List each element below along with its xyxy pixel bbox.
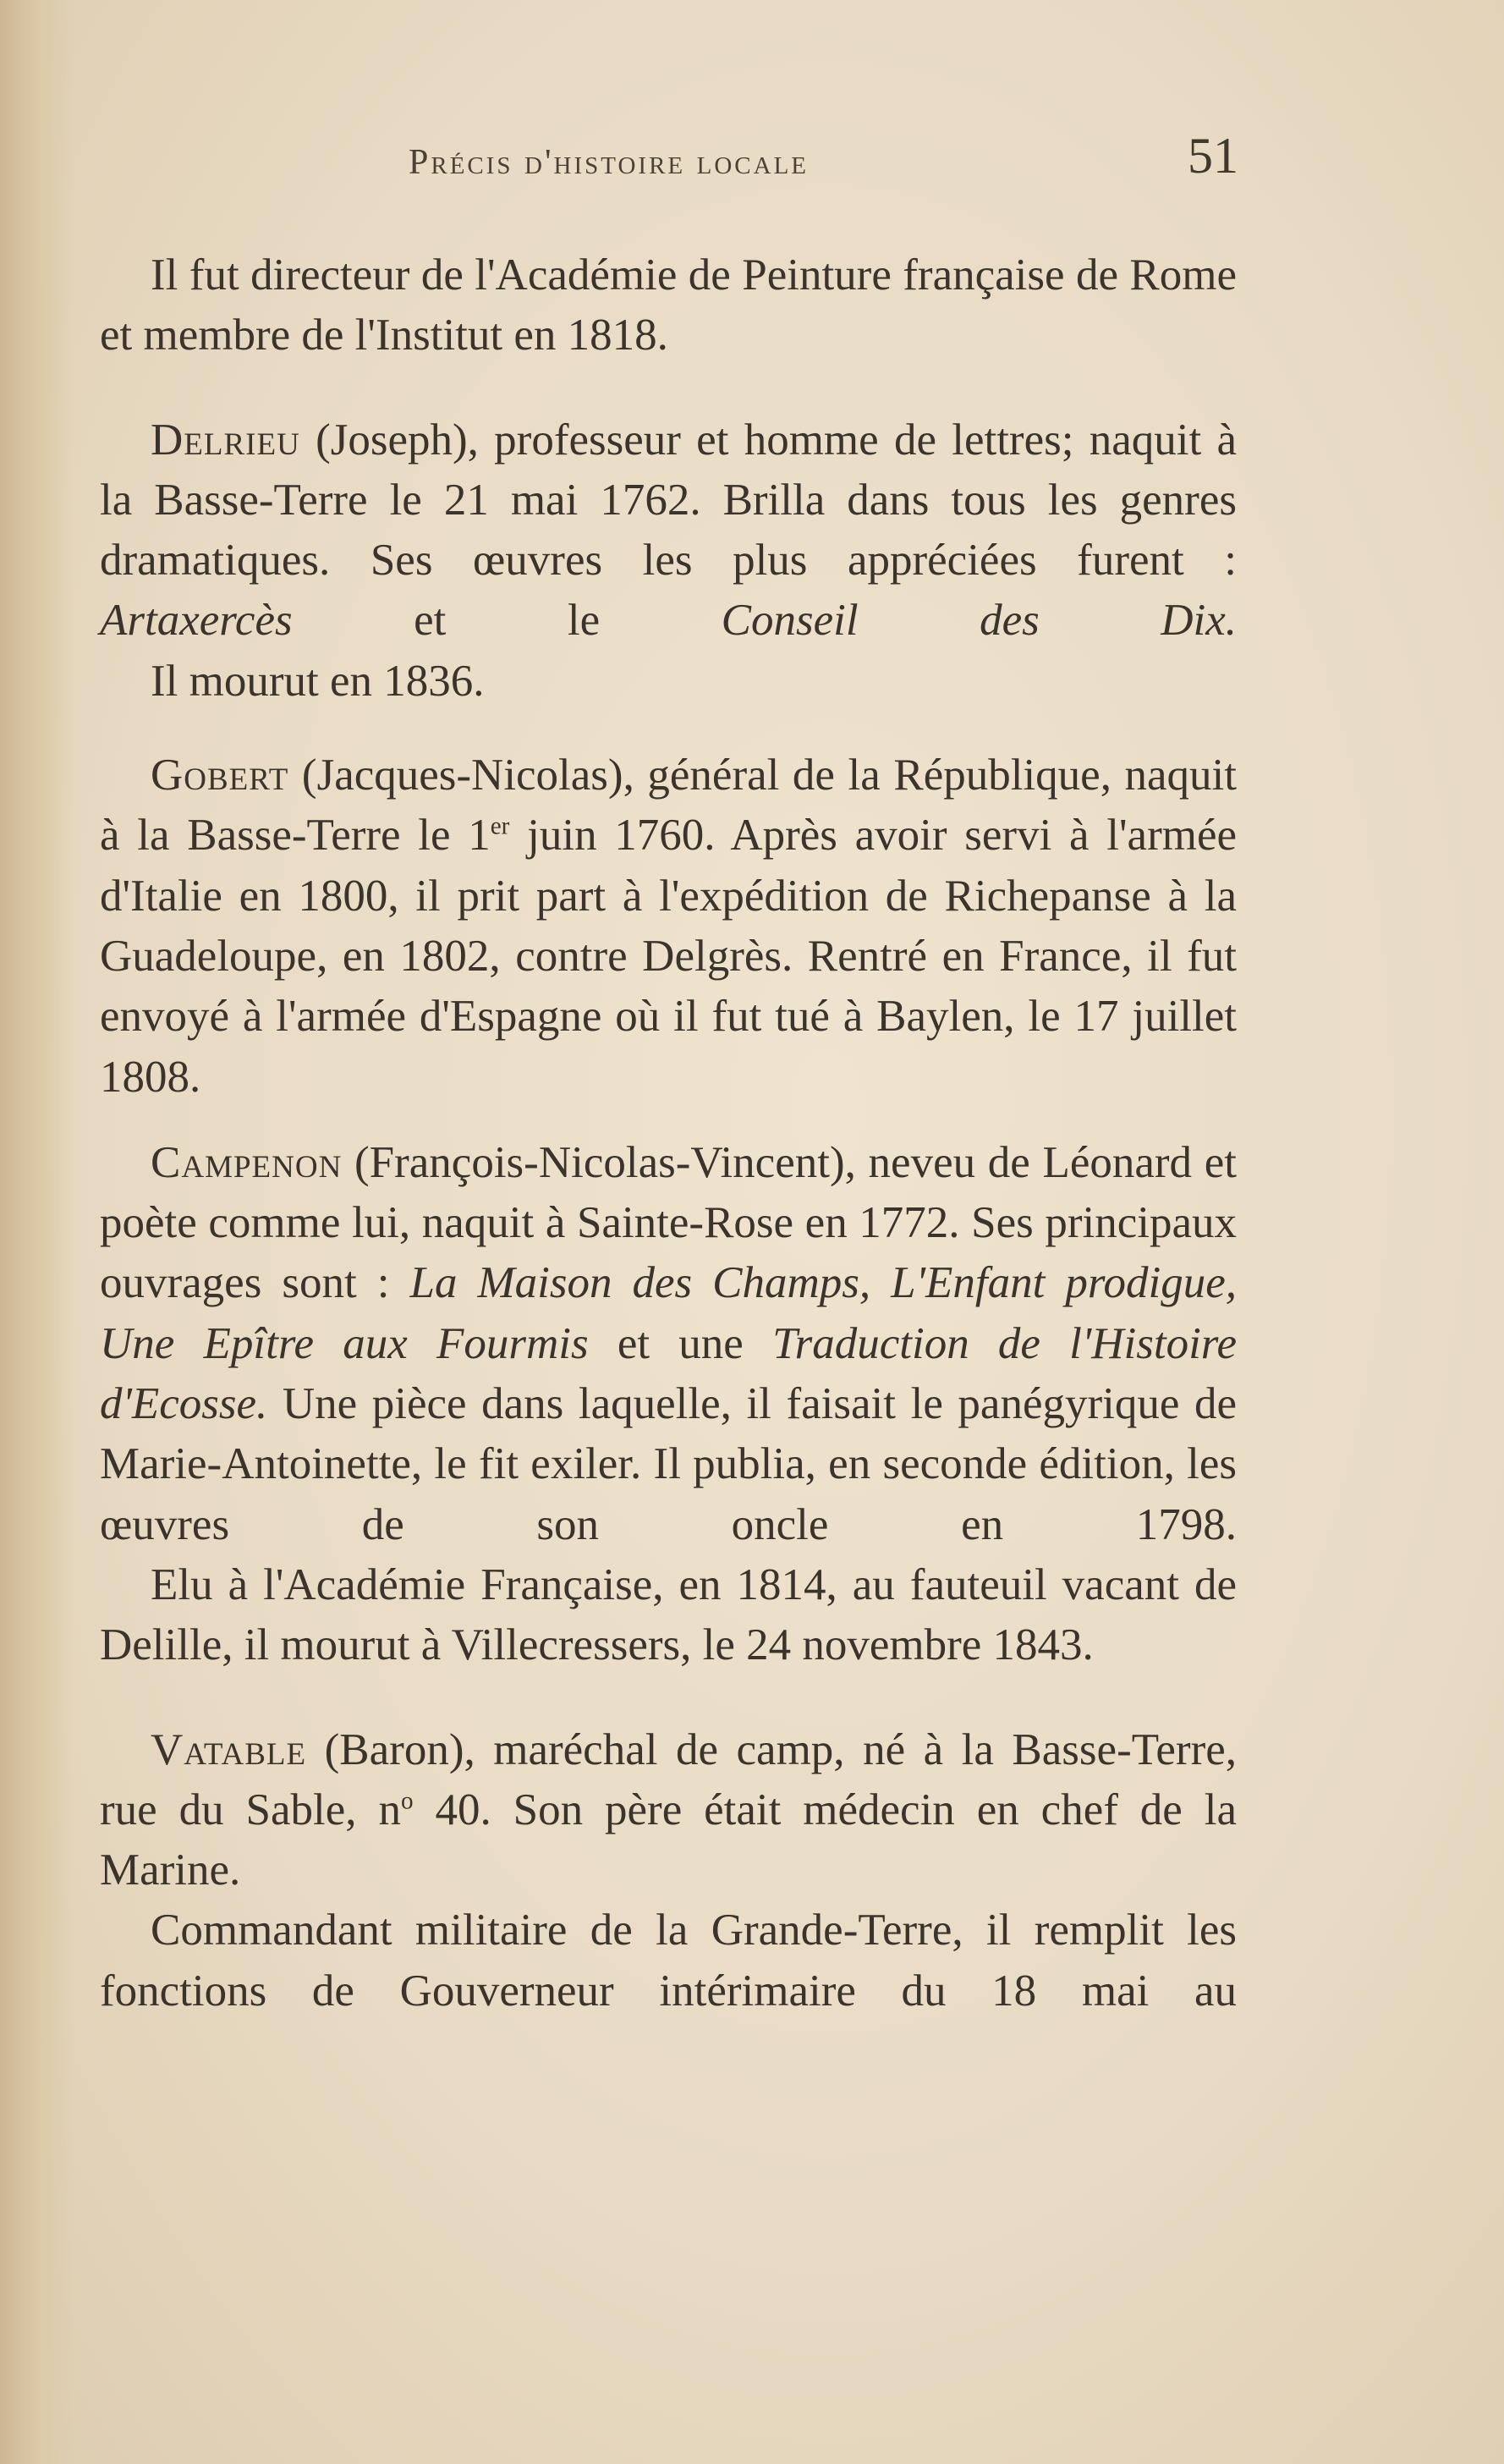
spacer <box>100 712 1237 745</box>
spacer <box>100 1676 1237 1720</box>
campenon-works: La Maison des Champs, L'Enfant prodigue, <box>409 1258 1237 1308</box>
campenon-work-traduction: Traduction de l'Histoire d'Ecosse. <box>100 1318 1237 1429</box>
paragraph-intro: Il fut directeur de l'Académie de Peinture française de Rome et membre de l'Institut en 1818. <box>100 250 1237 360</box>
page-number: 51 <box>1188 128 1238 184</box>
delrieu-text-2: et le <box>292 596 722 646</box>
body-text <box>100 245 1237 2021</box>
vatable-text: (Baron), maréchal de camp, né à la Basse-Terre, rue du Sable, n <box>100 1724 1237 1834</box>
running-head-word-histoire: d'histoire locale <box>524 143 810 182</box>
page-gutter-shadow <box>0 0 76 2464</box>
gobert-superscript: er <box>490 812 510 840</box>
spacer <box>100 366 1237 410</box>
paragraph-vatable <box>100 1720 1237 1901</box>
delrieu-text: (Joseph), professeur et homme de lettres; naquit à la Basse-Terre le 21 mai 1762. Brilla dans tous les genres dramatiques. Ses œuvres les plus appréciées furent : <box>100 415 1237 586</box>
paragraph-vatable-commandant: Commandant militaire de la Grande-Terre, il remplit les fonctions de Gouverneur intérimaire du 18 mai au <box>100 1906 1237 2016</box>
vatable-superscript: o <box>400 1787 414 1815</box>
paragraph-delrieu <box>100 410 1237 652</box>
paragraph-campenon <box>100 1133 1237 1555</box>
gobert-text: (Jacques-Nicolas), général de la République, naquit à la Basse-Terre le 1 <box>100 751 1237 861</box>
delrieu-work-artaxerces: Artaxercès <box>100 596 293 646</box>
campenon-work-epitre: Une Epître aux Fourmis <box>100 1318 589 1368</box>
entry-name-vatable: Vatable <box>151 1724 307 1774</box>
paragraph-delrieu-death: Il mourut en 1836. <box>151 656 485 706</box>
spacer <box>100 1108 1237 1133</box>
running-head <box>409 142 809 183</box>
entry-name-campenon: Campenon <box>151 1137 343 1187</box>
vatable-text-2: 40. Son père était médecin en chef de la Marine. <box>100 1785 1237 1895</box>
campenon-text: (François-Nicolas-Vincent), neveu de Léonard et poète comme lui, naquit à Sainte-Rose en 1772. Ses principaux ouvrages sont : <box>100 1137 1237 1308</box>
running-head-word-precis: Précis <box>409 143 513 182</box>
delrieu-work-conseil: Conseil des Dix. <box>721 596 1238 646</box>
campenon-text-2: et une <box>588 1318 773 1368</box>
entry-name-delrieu: Delrieu <box>151 415 300 465</box>
paragraph-campenon-academie: Elu à l'Académie Française, en 1814, au fauteuil vacant de Delille, il mourut à Villecressers, le 24 novembre 1843. <box>100 1559 1237 1670</box>
paragraph-gobert <box>100 745 1237 1108</box>
entry-name-gobert: Gobert <box>151 751 289 800</box>
gobert-text-2: juin 1760. Après avoir servi à l'armée d'Italie en 1800, il prit part à l'expédition de Richepanse à la Guadeloupe, en 1802, contre Delgrès. Rentré en France, il fut envoyé à l'armée d'Espagne où il fut tué à Baylen, le 17 juillet 1808. <box>100 811 1237 1102</box>
campenon-text-3: Une pièce dans laquelle, il faisait le panégyrique de Marie-Antoinette, le fit exiler. Il publia, en seconde édition, les œuvres de son oncle en 1798. <box>100 1379 1237 1549</box>
